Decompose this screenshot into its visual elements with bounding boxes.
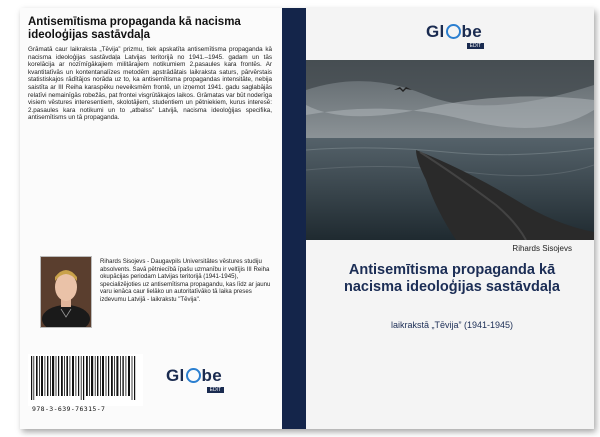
author-portrait-image [41, 257, 91, 327]
cover-photo [306, 60, 594, 240]
front-cover [306, 8, 594, 429]
book-spine [282, 8, 306, 429]
author-photo [40, 256, 92, 328]
barcode-image [28, 354, 143, 404]
isbn-number: 978-3-639-76315-7 [32, 405, 106, 413]
globe-icon [446, 24, 461, 39]
cover-title: Antisemītisma propaganda kā nacisma ideoloģijas sastāvdaļa [344, 262, 560, 295]
back-cover-title: Antisemītisma propaganda kā nacisma ideoloģijas sastāvdaļa [28, 16, 241, 41]
cover-subtitle: laikrakstā „Tēvija” (1941-1945) [390, 320, 514, 330]
cover-author: Rihards Sisojevs [512, 244, 572, 253]
book-cover [20, 8, 594, 429]
sea-landscape-image [306, 60, 594, 240]
back-cover [20, 8, 282, 429]
publisher-logo-back: Gl be EDIT [166, 366, 222, 393]
back-cover-description: Grāmatā caur laikraksta „Tēvija” prizmu, tiek apskatīta antisemītisma propaganda kā nacisma ideoloģijas sastāvdaļa Latvijas teritorijā no 1941.–1945. gadam un tās korelācija ar nozīmīgākajiem militārajiem notikumiem 2.pasaules kara frontēs. Ar kvantitatīvās un kontentanalīzes metodēm apstrādātais laikraksta saturs, pārvērstais statistiskajos rādītājos norāda uz to, ka antisemītisma propagandas intensitāte, nebija saistīta ar III Reiha karaspēku neveiksmēm frontē, un izņemot 1941. gadu saglabājās relatīvi nemainīgās robežās, pat frontei visgrūtākajos laikos. Grāmatas var būt noderīga visiem vēstures interesentiem, skolotājiem, studentiem un pētniekiem, kurus interesē: 2.pasaules kara notikumi un to „atbalss” Latvijā, nacisma ideoloģijas specifika, antisemītisms un tā propaganda. [28, 46, 272, 122]
globe-icon [186, 368, 201, 383]
author-bio: Rihards Sisojevs - Daugavpils Universitātes vēstures studiju absolvents. Savā pētniecībā īpašu uzmanību ir veltījis III Reiha okupācijas periodam Latvijas teritorijā (1941-1945), specializējoties uz antisemītisma propagandu, kas līdz ar jaunu varu ienāca caur lielāko un autoritatīvāko tā laika preses izdevumu Latvijā - laikrakstu "Tēvija". [100, 258, 271, 303]
publisher-logo-front: Gl be EDIT [426, 22, 482, 49]
barcode [28, 354, 143, 406]
